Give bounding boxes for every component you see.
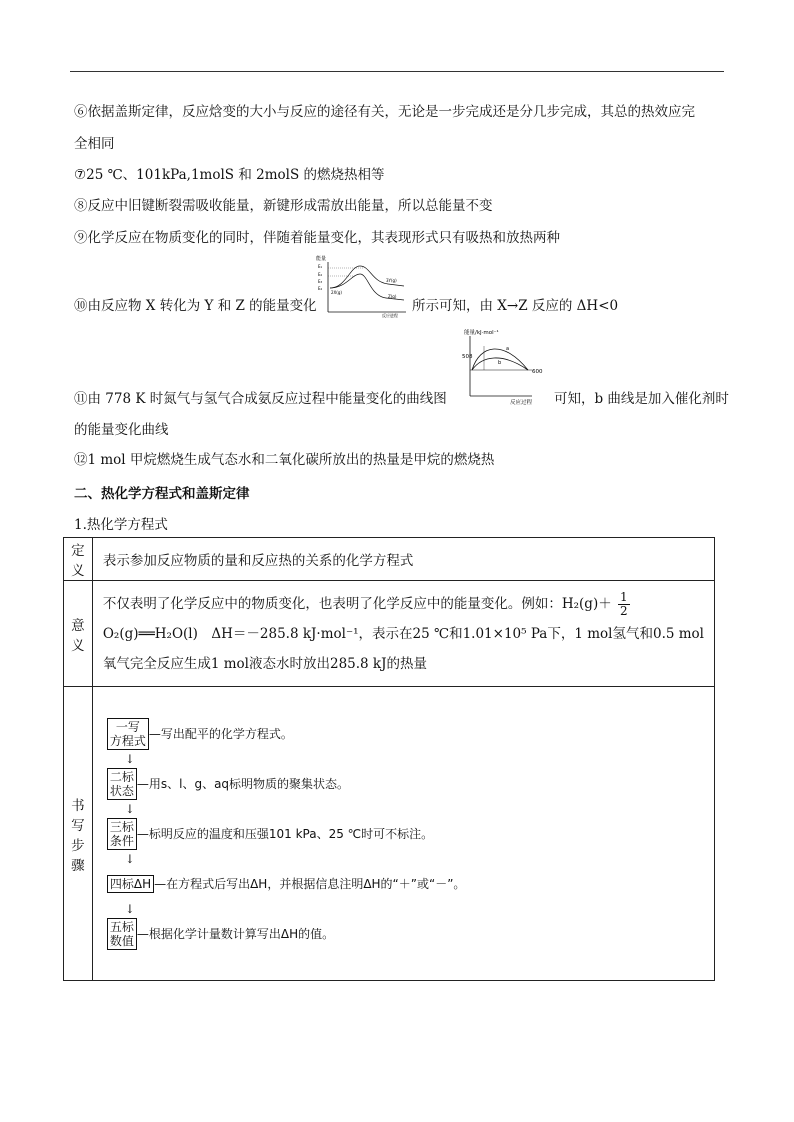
item-11-post: 可知，b 曲线是加入催化剂时 (554, 391, 729, 407)
step-3-desc: —标明反应的温度和压强101 kPa、25 ℃时可不标注。 (136, 827, 434, 841)
item-11-pre: ⑪由 778 K 时氮气与氢气合成氨反应过程中能量变化的曲线图 (74, 391, 447, 407)
step-1-desc: —写出配平的化学方程式。 (148, 727, 293, 741)
fraction-one-half (618, 591, 630, 618)
step-5-desc: —根据化学计量数计算写出ΔH的值。 (136, 927, 335, 941)
fig1-e3: E₃ (318, 279, 323, 284)
step-5 (107, 919, 700, 949)
item-12: ⑫1 mol 甲烷燃烧生成气态水和二氧化碳所放出的热量是甲烷的燃烧热 (74, 452, 495, 468)
fig1-e2: E₂ (318, 272, 323, 277)
row-value-meaning (92, 581, 714, 687)
meaning-line2: O₂(g)══H₂O(l) ΔH＝－285.8 kJ·mol⁻¹，表示在25 ℃和1.01×10⁵ Pa下，1 mol氢气和0.5 mol (102, 625, 704, 642)
fig2-curve-a: a (506, 346, 510, 352)
row-value-steps (92, 687, 714, 981)
step-3 (107, 819, 700, 849)
fraction-denominator: 2 (620, 603, 628, 618)
fig2-curve-b: b (498, 360, 502, 366)
energy-diagram-nh3 (462, 326, 550, 406)
fig1-e1: E₁ (318, 264, 323, 269)
item-7: ⑦25 ℃、101kPa,1molS 和 2molS 的燃烧热相等 (74, 167, 385, 183)
fig2-v2: 600 (532, 369, 543, 375)
down-arrow-icon: ↓ (124, 901, 135, 916)
step-1 (107, 719, 700, 749)
fig1-ylabel: 能量 (316, 256, 327, 262)
down-arrow-icon: ↓ (124, 751, 135, 766)
fig1-series-z: Z(g) (388, 294, 397, 299)
step-4-box: 四标ΔH (107, 875, 154, 893)
item-9: ⑨化学反应在物质变化的同时，伴随着能量变化，其表现形式只有吸热和放热两种 (74, 230, 560, 246)
meaning-line3: 氧气完全反应生成1 mol液态水时放出285.8 kJ的热量 (102, 655, 428, 672)
step-2-desc: —用s、l、g、aq标明物质的聚集状态。 (136, 777, 350, 791)
item-10-pre: ⑩由反应物 X 转化为 Y 和 Z 的能量变化 (74, 298, 317, 314)
item-8: ⑧反应中旧键断裂需吸收能量，新键形成需放出能量，所以总能量不变 (74, 198, 493, 214)
item-11-line2: 的能量变化曲线 (74, 422, 169, 438)
fig2-xlabel: 反应过程 (510, 400, 533, 406)
step-5-box: 五标 数值 (107, 918, 137, 950)
fig1-reactant: 2X(g) (331, 290, 342, 295)
step-3-box: 三标 条件 (107, 818, 137, 850)
fig1-xlabel: 反应进程 (382, 313, 398, 318)
section-title: 二、热化学方程式和盖斯定律 (74, 486, 250, 502)
row-value-definition: 表示参加反应物质的量和反应热的关系的化学方程式 (92, 538, 714, 581)
row-key-meaning: 意义 (64, 581, 93, 687)
header-rule (70, 71, 724, 72)
row-key-steps: 书写步骤 (64, 687, 93, 981)
fig2-ylabel: 能量/kJ·mol⁻¹ (464, 330, 499, 336)
table-row-definition (64, 538, 715, 581)
step-4-desc: —在方程式后写出ΔH，并根据信息注明ΔH的“＋”或“－”。 (154, 877, 466, 891)
item-6-line1: ⑥依据盖斯定律，反应焓变的大小与反应的途径有关，无论是一步完成还是分几步完成，其总的热效应完 (74, 104, 695, 120)
section-subtitle: 1.热化学方程式 (74, 517, 168, 533)
item-10-post: 所示可知，由 X→Z 反应的 ΔH<0 (412, 298, 619, 314)
down-arrow-icon: ↓ (124, 801, 135, 816)
thermochem-table (63, 537, 715, 981)
table-row-meaning (64, 581, 715, 687)
table-row-steps (64, 687, 715, 981)
down-arrow-icon: ↓ (124, 851, 135, 866)
fig2-v1: 508 (462, 354, 473, 360)
meaning-line1-text: 不仅表明了化学反应中的物质变化，也表明了化学反应中的能量变化。例如：H₂(g)＋ (102, 595, 612, 612)
fraction-numerator: 1 (620, 589, 628, 604)
step-2-box: 二标 状态 (107, 768, 137, 800)
fig1-e4: E₄ (318, 286, 323, 291)
meaning-line1 (103, 589, 704, 619)
item-10-text (74, 297, 317, 315)
energy-diagram-xyz (316, 252, 408, 318)
step-4 (107, 869, 700, 899)
item-6-line2: 全相同 (74, 136, 115, 152)
step-2 (107, 769, 700, 799)
row-key-definition: 定义 (64, 538, 93, 581)
step-1-box: 一写 方程式 (107, 718, 149, 750)
fig1-series-y: 3Y(g) (386, 278, 397, 283)
